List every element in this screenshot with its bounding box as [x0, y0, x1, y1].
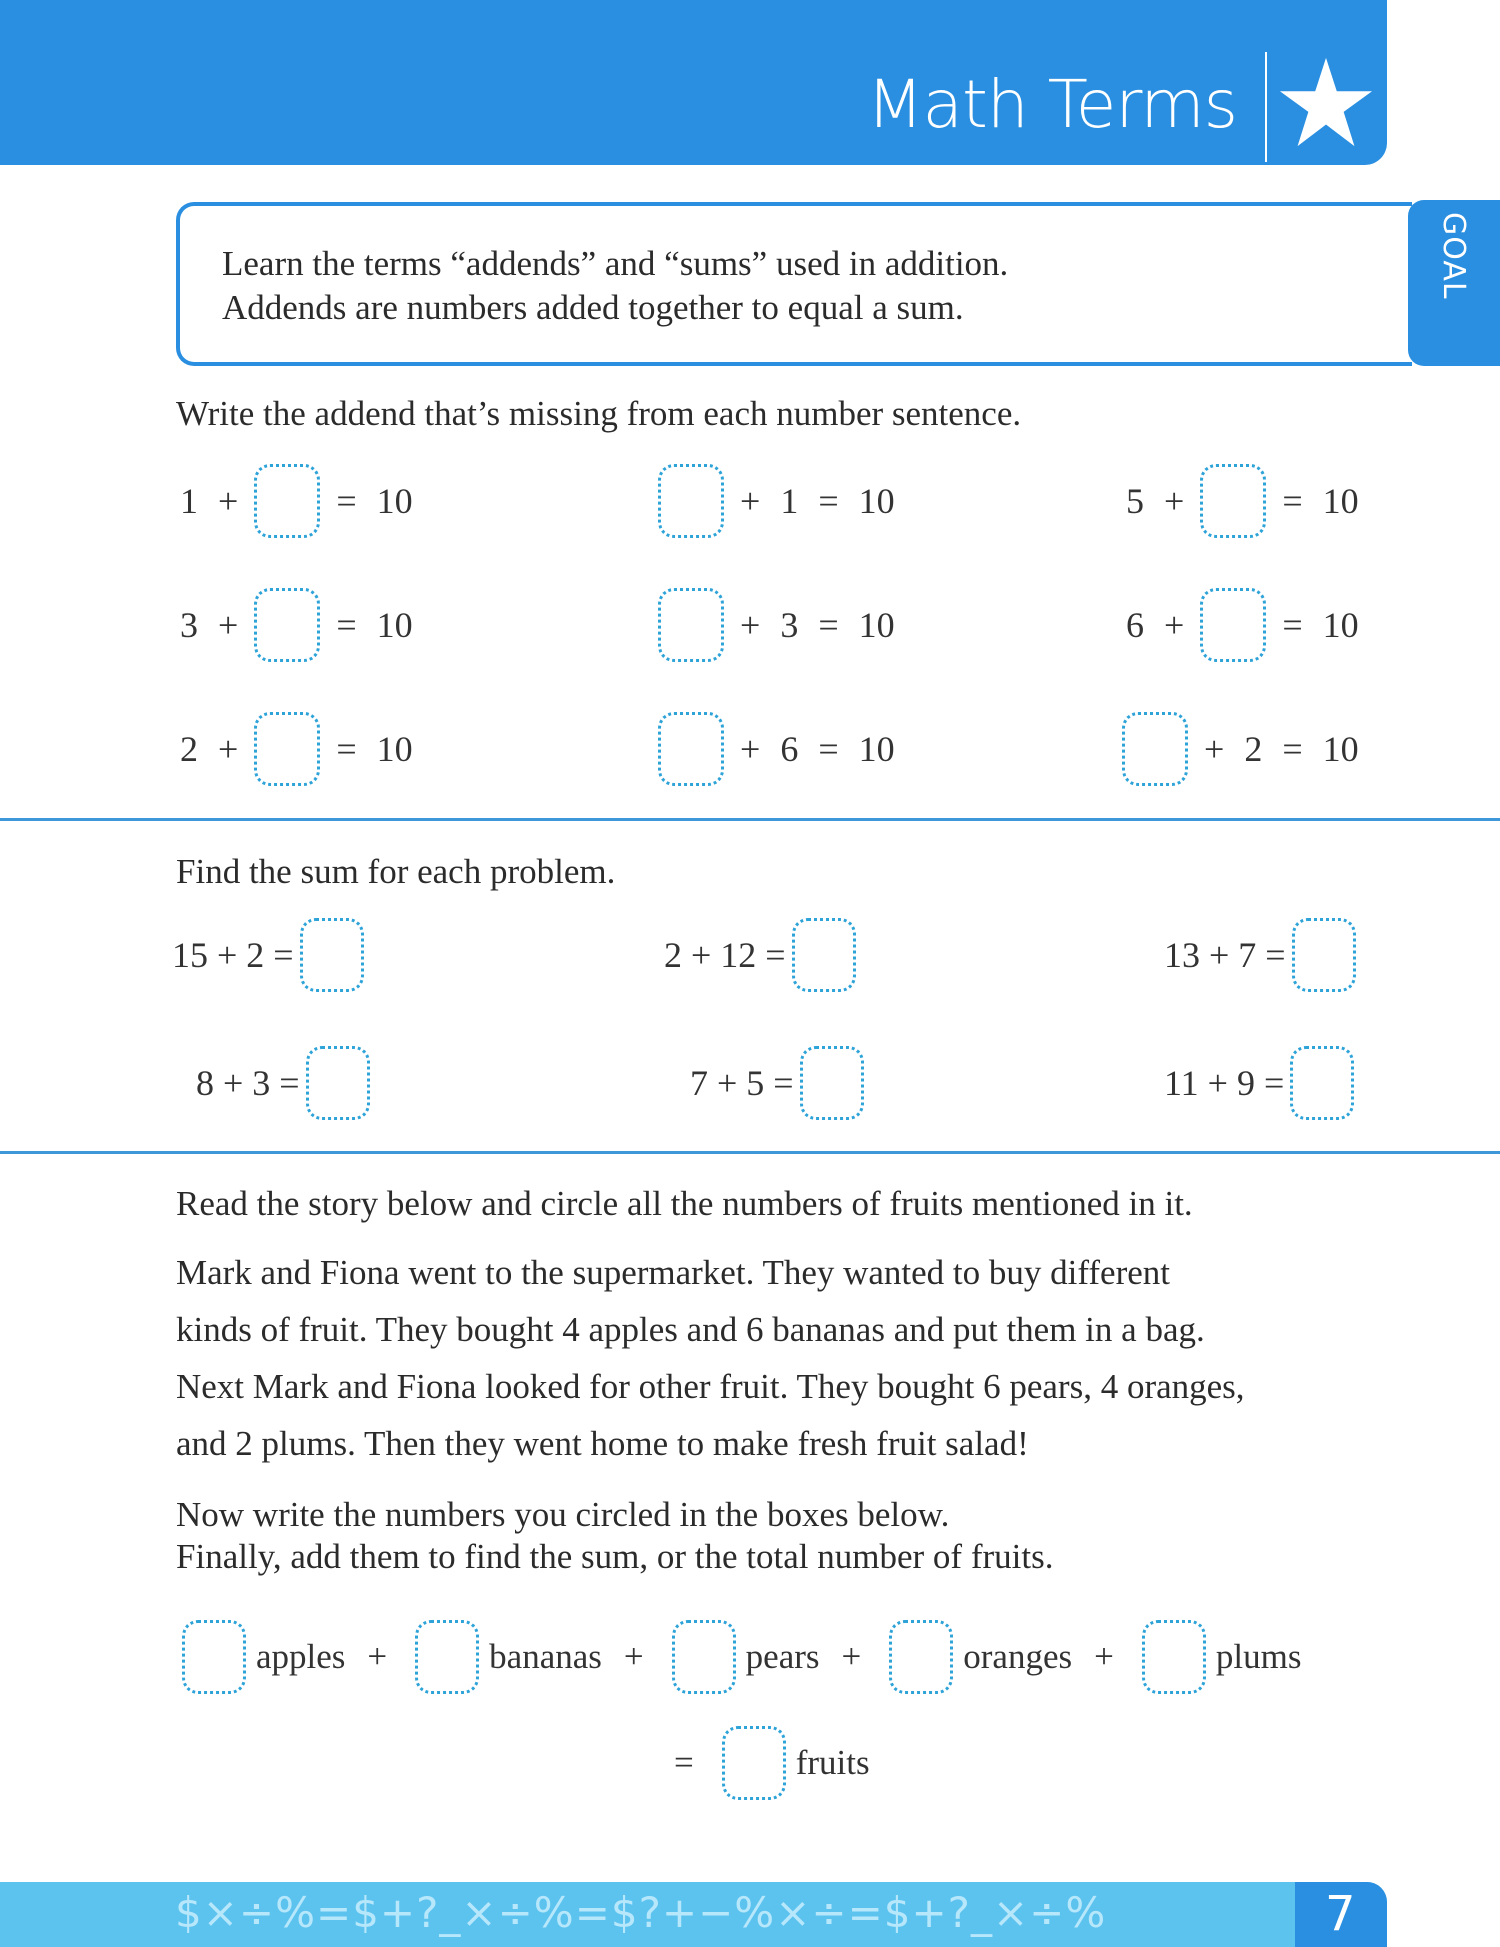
plus-sign: + — [218, 729, 239, 769]
addend-a: 5 — [1126, 481, 1144, 521]
sum-value: 10 — [1322, 729, 1359, 769]
section1-instruction: Write the addend that’s missing from each number sentence. — [176, 394, 1022, 433]
goal-box — [176, 202, 1412, 366]
sum-problem — [690, 1046, 870, 1120]
addend-problem — [170, 588, 423, 662]
footer-band — [0, 1882, 1387, 1947]
addend-b: 1 — [780, 481, 799, 521]
sum-problem — [1164, 918, 1362, 992]
addend-problem — [652, 588, 905, 662]
answer-box[interactable] — [1122, 712, 1188, 786]
equals-sign: = — [818, 729, 839, 769]
answer-box[interactable] — [254, 464, 320, 538]
section-divider — [0, 1151, 1500, 1154]
answer-box[interactable] — [1290, 1046, 1354, 1120]
answer-box[interactable] — [254, 712, 320, 786]
header-banner — [0, 0, 1387, 165]
fruit-label: pears — [745, 1637, 820, 1676]
sum-value: 10 — [376, 481, 413, 521]
goal-line-2: Addends are numbers added together to equal a sum. — [222, 288, 964, 327]
goal-text — [222, 242, 1008, 330]
story-line: kinds of fruit. They bought 4 apples and 6 bananas and put them in a bag. — [176, 1310, 1205, 1349]
problem-text: 2 + 12 = — [664, 935, 786, 975]
page-number-box — [1295, 1882, 1387, 1947]
equals-sign: = — [818, 605, 839, 645]
addend-problem — [652, 712, 905, 786]
fruit-total — [666, 1726, 884, 1800]
plus-sign: + — [740, 729, 761, 769]
section-divider — [0, 818, 1500, 821]
sum-problem — [664, 918, 862, 992]
answer-box[interactable] — [658, 712, 724, 786]
addend-problem — [1116, 712, 1369, 786]
problem-text: 11 + 9 = — [1164, 1063, 1285, 1103]
plus-sign: + — [1204, 729, 1225, 769]
answer-box[interactable] — [306, 1046, 370, 1120]
problem-text: 15 + 2 = — [172, 935, 294, 975]
addend-a: 1 — [180, 481, 198, 521]
sum-value: 10 — [858, 605, 895, 645]
plums-box[interactable] — [1142, 1620, 1206, 1694]
plus-sign: + — [1164, 481, 1185, 521]
plus-sign: + — [740, 605, 761, 645]
addend-a: 3 — [180, 605, 198, 645]
addend-b: 6 — [780, 729, 799, 769]
answer-box[interactable] — [658, 464, 724, 538]
equals-sign: = — [1282, 481, 1303, 521]
addend-a: 6 — [1126, 605, 1144, 645]
addend-b: 2 — [1244, 729, 1263, 769]
equals-sign: = — [1282, 605, 1303, 645]
answer-box[interactable] — [1200, 464, 1266, 538]
plus-sign: + — [218, 481, 239, 521]
plus-sign: + — [1164, 605, 1185, 645]
followup-line-1: Now write the numbers you circled in the boxes below. — [176, 1495, 950, 1534]
addend-b: 3 — [780, 605, 799, 645]
addend-problem — [170, 464, 423, 538]
math-symbols-decoration: $×÷%=$+?_×÷%=$?+−%×÷=$+?_×÷% — [175, 1888, 1107, 1937]
sum-value: 10 — [376, 729, 413, 769]
star-icon — [1277, 54, 1375, 152]
addend-problem — [1116, 588, 1369, 662]
section2-instruction: Find the sum for each problem. — [176, 852, 616, 891]
header-divider — [1265, 52, 1267, 162]
plus-sign: + — [1094, 1637, 1114, 1676]
answer-box[interactable] — [300, 918, 364, 992]
pears-box[interactable] — [672, 1620, 736, 1694]
equals-sign: = — [336, 481, 357, 521]
followup-line-2: Finally, add them to find the sum, or the total number of fruits. — [176, 1537, 1054, 1576]
addend-problem — [170, 712, 423, 786]
equals-sign: = — [336, 729, 357, 769]
plus-sign: + — [218, 605, 239, 645]
fruit-label: bananas — [489, 1637, 602, 1676]
equals-sign: = — [818, 481, 839, 521]
plus-sign: + — [367, 1637, 388, 1676]
addend-problem — [652, 464, 905, 538]
fruit-label: plums — [1215, 1637, 1302, 1676]
story-text — [176, 1244, 1406, 1472]
plus-sign: + — [623, 1637, 644, 1676]
sum-value: 10 — [858, 481, 895, 521]
problem-text: 7 + 5 = — [690, 1063, 794, 1103]
problem-text: 8 + 3 = — [196, 1063, 300, 1103]
total-label: fruits — [795, 1743, 870, 1782]
answer-box[interactable] — [254, 588, 320, 662]
sum-problem — [196, 1046, 376, 1120]
equals-sign: = — [336, 605, 357, 645]
goal-tab — [1408, 200, 1500, 366]
story-line: and 2 plums. Then they went home to make fresh fruit salad! — [176, 1424, 1029, 1463]
answer-box[interactable] — [1200, 588, 1266, 662]
answer-box[interactable] — [792, 918, 856, 992]
followup-instruction — [176, 1494, 1053, 1578]
page-number: 7 — [1325, 1886, 1356, 1942]
sum-problem — [1164, 1046, 1360, 1120]
answer-box[interactable] — [800, 1046, 864, 1120]
page-title: Math Terms — [866, 66, 1237, 143]
fruit-label: oranges — [963, 1637, 1073, 1676]
fruit-label: apples — [256, 1637, 346, 1676]
section3-instruction: Read the story below and circle all the numbers of fruits mentioned in it. — [176, 1184, 1193, 1223]
plus-sign: + — [740, 481, 761, 521]
plus-sign: + — [841, 1637, 862, 1676]
bananas-box[interactable] — [415, 1620, 479, 1694]
fruit-equation — [176, 1620, 1315, 1694]
sum-value: 10 — [858, 729, 895, 769]
total-box[interactable] — [722, 1726, 786, 1800]
equals-sign: = — [1282, 729, 1303, 769]
story-line: Next Mark and Fiona looked for other fruit. They bought 6 pears, 4 oranges, — [176, 1367, 1245, 1406]
problem-text: 13 + 7 = — [1164, 935, 1286, 975]
answer-box[interactable] — [658, 588, 724, 662]
addend-problem — [1116, 464, 1369, 538]
apples-box[interactable] — [182, 1620, 246, 1694]
oranges-box[interactable] — [889, 1620, 953, 1694]
sum-value: 10 — [376, 605, 413, 645]
story-line: Mark and Fiona went to the supermarket. They wanted to buy different — [176, 1253, 1170, 1292]
goal-tab-label: GOAL — [1436, 212, 1471, 300]
addend-a: 2 — [180, 729, 198, 769]
sum-problem — [172, 918, 370, 992]
sum-value: 10 — [1322, 605, 1359, 645]
equals-sign: = — [674, 1743, 694, 1782]
goal-line-1: Learn the terms “addends” and “sums” used in addition. — [222, 244, 1009, 283]
answer-box[interactable] — [1292, 918, 1356, 992]
sum-value: 10 — [1322, 481, 1359, 521]
